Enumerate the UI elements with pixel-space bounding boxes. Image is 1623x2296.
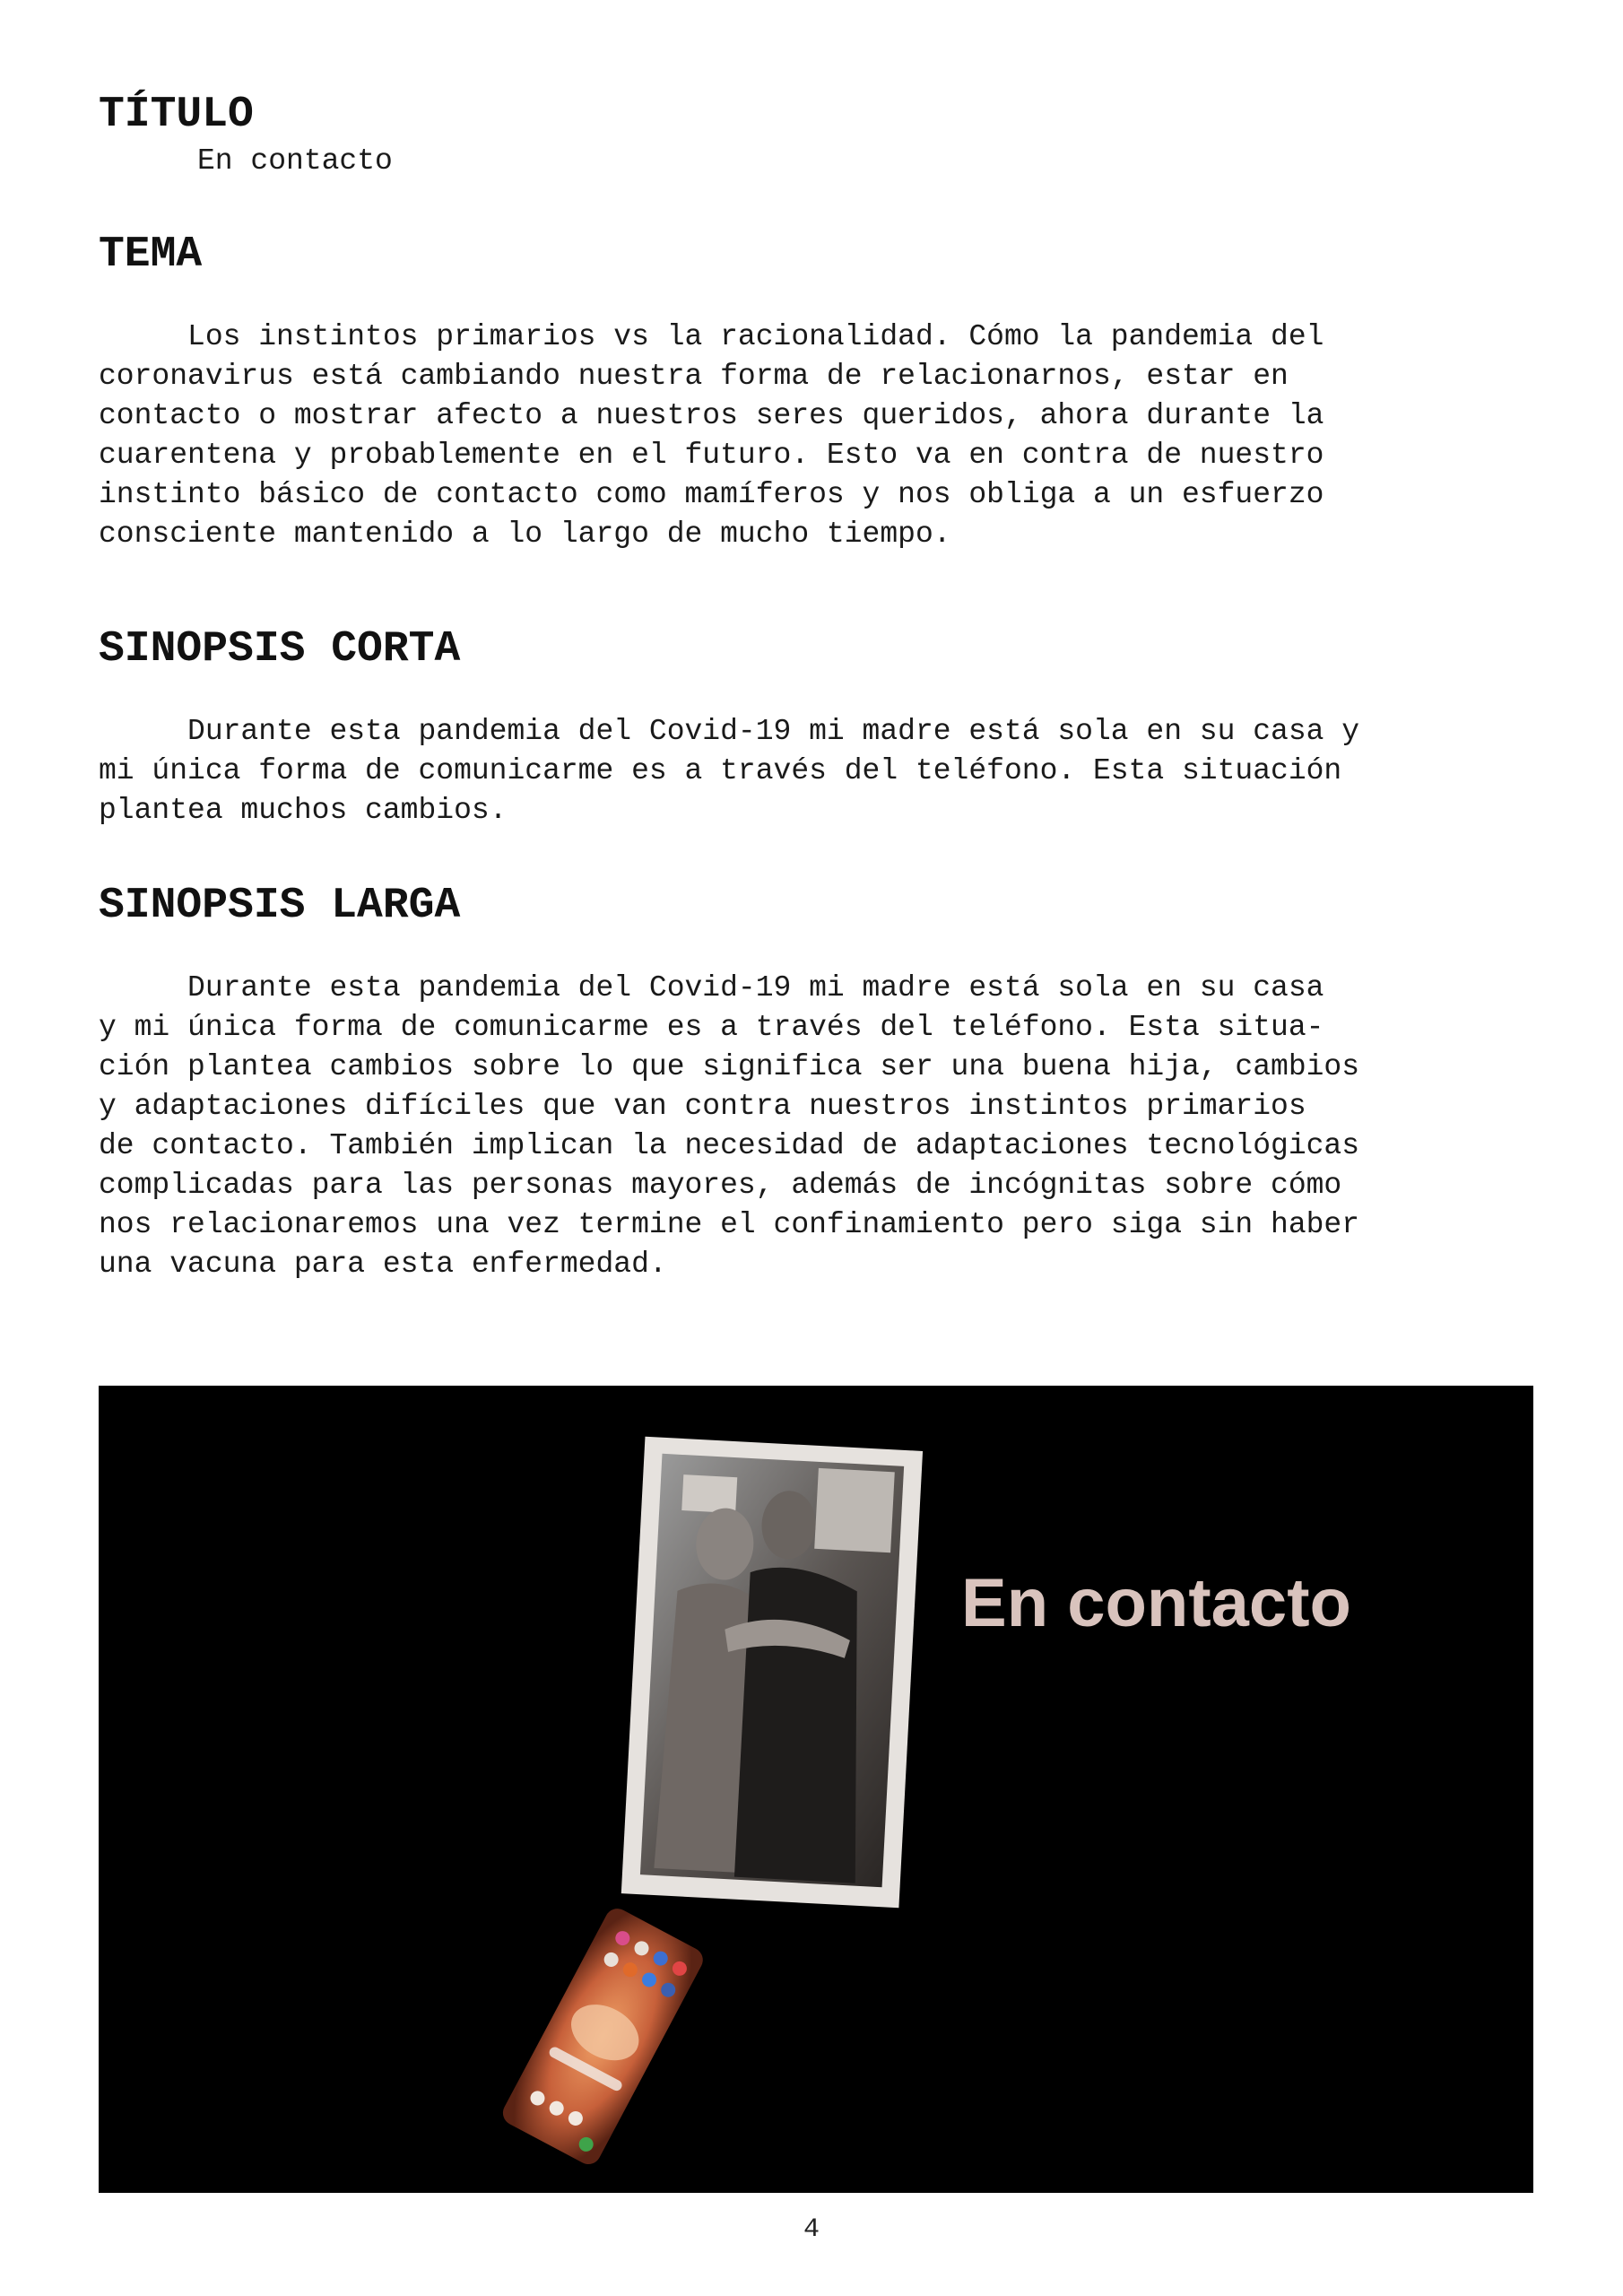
- sinopsis-corta-paragraph: [99, 712, 1533, 831]
- film-still-image: [99, 1386, 1533, 2193]
- text-line: nos relacionaremos una vez termine el confinamiento pero siga sin haber: [99, 1208, 1360, 1241]
- title-value: En contacto: [197, 144, 393, 178]
- framed-photograph: [621, 1437, 923, 1909]
- text-line: Durante esta pandemia del Covid-19 mi madre está sola en su casa y: [99, 715, 1360, 748]
- text-line: Los instintos primarios vs la racionalidad. Cómo la pandemia del: [99, 320, 1324, 353]
- sinopsis-larga-paragraph: [99, 969, 1533, 1284]
- text-line: mi única forma de comunicarme es a través del teléfono. Esta situación: [99, 754, 1342, 787]
- text-line: cuarentena y probablemente en el futuro. Esto va en contra de nuestro: [99, 439, 1324, 472]
- text-line: una vacuna para esta enfermedad.: [99, 1248, 667, 1281]
- text-line: instinto básico de contacto como mamíferos y nos obliga a un esfuerzo: [99, 478, 1324, 511]
- text-line: consciente mantenido a lo largo de mucho tiempo.: [99, 517, 951, 551]
- heading-titulo: TÍTULO: [99, 91, 254, 139]
- text-line: Durante esta pandemia del Covid-19 mi madre está sola en su casa: [99, 971, 1324, 1004]
- heading-sinopsis-larga: SINOPSIS LARGA: [99, 882, 461, 930]
- overlay-title: En contacto: [961, 1565, 1351, 1641]
- page-number: 4: [803, 2214, 820, 2245]
- heading-tema: TEMA: [99, 230, 203, 279]
- text-line: contacto o mostrar afecto a nuestros seres queridos, ahora durante la: [99, 399, 1324, 432]
- tema-paragraph: [99, 317, 1533, 554]
- text-line: coronavirus está cambiando nuestra forma de relacionarnos, estar en: [99, 360, 1289, 393]
- text-line: complicadas para las personas mayores, además de incógnitas sobre cómo: [99, 1169, 1342, 1202]
- text-line: ción plantea cambios sobre lo que significa ser una buena hija, cambios: [99, 1050, 1360, 1083]
- text-line: plantea muchos cambios.: [99, 794, 508, 827]
- text-line: y adaptaciones difíciles que van contra nuestros instintos primarios: [99, 1090, 1306, 1123]
- text-line: de contacto. También implican la necesidad de adaptaciones tecnológicas: [99, 1129, 1360, 1162]
- film-still-graphic: [99, 1386, 1533, 2193]
- text-line: y mi única forma de comunicarme es a través del teléfono. Esta situa-: [99, 1011, 1324, 1044]
- heading-sinopsis-corta: SINOPSIS CORTA: [99, 625, 461, 674]
